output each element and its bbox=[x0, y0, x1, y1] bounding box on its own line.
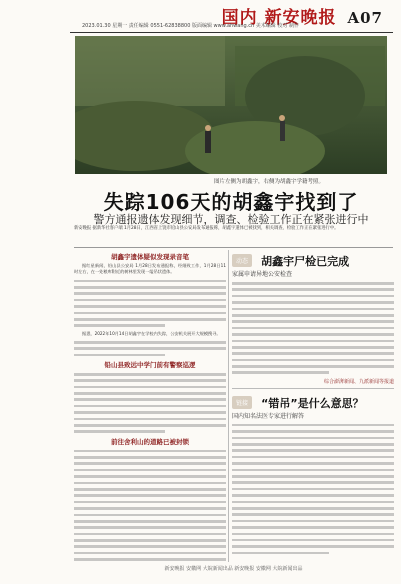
article-text-block bbox=[74, 450, 226, 562]
lead-text: 新安晚报 据新华社客户端 1月28日，江西省上饶市铅山县公安局发布通报称，胡鑫宇遗体已被找到，相关调查、检验工作正在紧张进行中。 bbox=[74, 226, 339, 231]
story-title: 胡鑫宇尸检已完成 bbox=[261, 255, 350, 268]
article-text-block bbox=[74, 373, 226, 433]
page-footer: 新安晚报 安徽网 大皖新闻出品 新安晚报 安徽网 大皖新闻出品 bbox=[164, 566, 303, 572]
masthead bbox=[0, 0, 401, 34]
photo-caption: 图片左侧为胡鑫宇，右侧为胡鑫宇学籍考照。 bbox=[214, 179, 325, 185]
lead-paragraph bbox=[74, 226, 392, 232]
article-text-block bbox=[74, 280, 226, 327]
story-kicker: 链接 bbox=[232, 396, 252, 409]
story-kicker: 动态 bbox=[232, 254, 252, 267]
left-section-title-3: 前往舍利山的道路已被封锁 bbox=[111, 437, 189, 446]
section-divider bbox=[74, 247, 393, 248]
section-name: 国内 bbox=[221, 8, 258, 28]
left-section-title-1: 胡鑫宇遗体疑似发现录音笔 bbox=[111, 253, 189, 261]
page-number: A07 bbox=[347, 9, 383, 27]
headline: 失踪106天的胡鑫宇找到了 bbox=[103, 190, 359, 214]
story-subtitle: 国内知名法医专家进行解答 bbox=[232, 412, 305, 420]
article-paragraph: 据悉，2022年10月14日胡鑫宇在学校内失踪，公安机关展开大规模搜寻。 bbox=[82, 330, 221, 336]
right-column bbox=[232, 250, 394, 562]
story-divider bbox=[232, 388, 394, 389]
article-paragraph: 据红星新闻，铅山县公安局 1月28日发布通报称，经细致工作，1月28日11时左右，在一处粮库附近的树林里发现一缢吊状遗体。 bbox=[74, 263, 226, 275]
left-column bbox=[74, 250, 226, 562]
masthead-meta: 2023.01.30 星期一 责任编辑 0551-62838800 版面编辑 www.ahwang.cn 美术编辑 校对 制作 bbox=[82, 23, 299, 29]
news-photo bbox=[75, 36, 387, 174]
subheadline: 警方通报遗体发现细节，调查、检验工作正在紧张进行中 bbox=[93, 213, 369, 226]
story-block-1 bbox=[232, 250, 394, 278]
column-rule bbox=[228, 250, 229, 562]
article-text-block bbox=[232, 424, 394, 554]
story-block-2 bbox=[232, 392, 394, 420]
article-text-block bbox=[74, 341, 226, 356]
masthead-rule bbox=[70, 32, 393, 33]
story-subtitle: 家属申请异地公安检查 bbox=[232, 271, 293, 278]
source-tagline: 综合澎湃新闻、九派新闻等报道 bbox=[323, 378, 394, 385]
paper-name: 新安晚报 bbox=[264, 8, 337, 28]
story-title: “错吊”是什么意思？ bbox=[261, 396, 364, 410]
article-text-block bbox=[232, 282, 394, 374]
left-section-title-2: 铅山县致远中学门前有警察巡逻 bbox=[104, 361, 196, 370]
